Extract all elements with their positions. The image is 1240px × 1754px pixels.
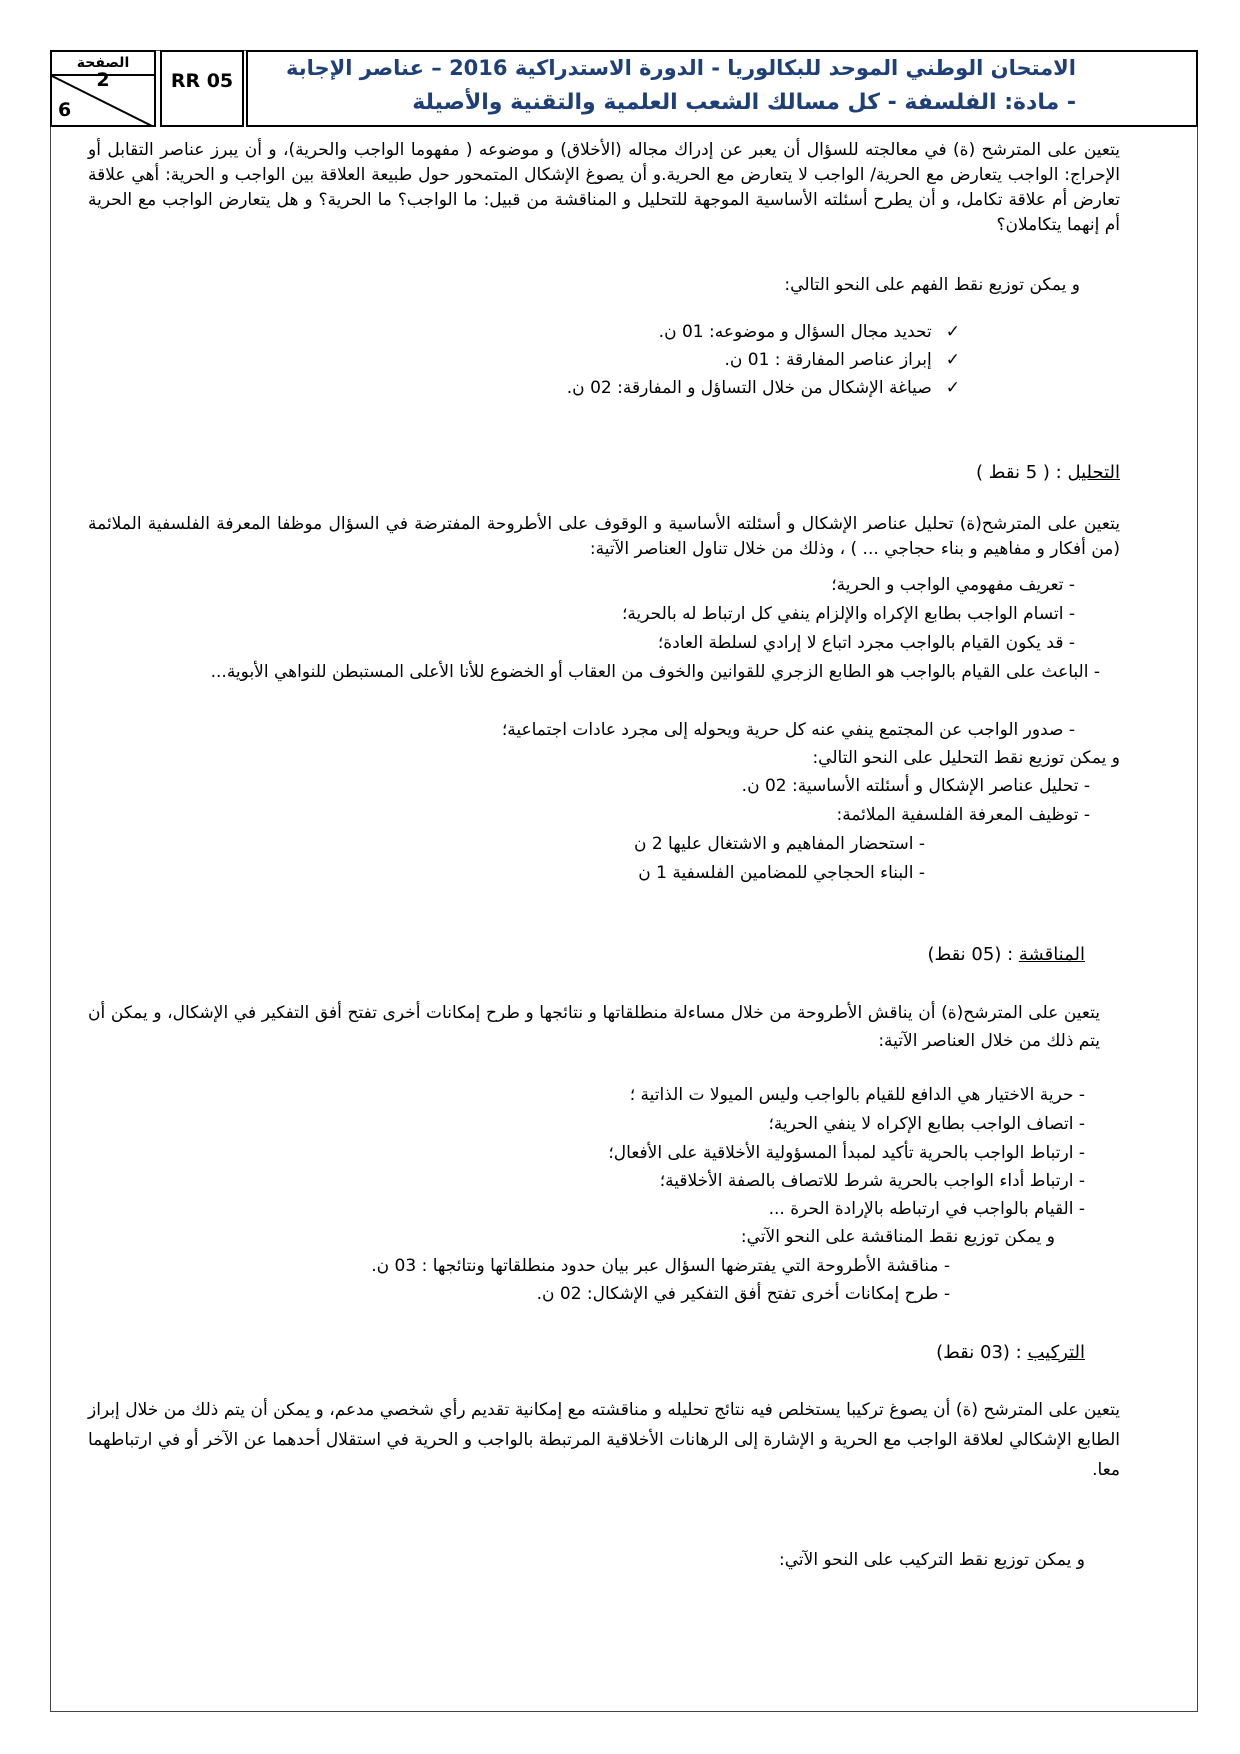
intro-distribution: و يمكن توزيع نقط الفهم على النحو التالي: bbox=[784, 275, 1080, 295]
discussion-item-1: - حرية الاختيار هي الدافع للقيام بالواجب وليس الميولا ت الذاتية ؛ bbox=[629, 1085, 1085, 1105]
intro-item-3: ✓صياغة الإشكال من خلال التساؤل و المفارقة: 02 ن. bbox=[567, 376, 960, 401]
exam-subject: - مادة: الفلسفة - كل مسالك الشعب العلمية والتقنية والأصيلة bbox=[412, 90, 1076, 115]
discussion-paragraph: يتعين على المترشح(ة) أن يناقش الأطروحة من خلال مساءلة منطلقاتها و نتائجها و طرح إمكانات أخرى تفتح أفق التفكير في الإشكال، و يمكن أن يتم ذلك من خلال العناصر الآتية: bbox=[88, 1003, 1100, 1051]
discussion-score-1: - مناقشة الأطروحة التي يفترضها السؤال عبر بيان حدود منطلقاتها ونتائجها : 03 ن. bbox=[371, 1256, 950, 1276]
synthesis-title: التركيب bbox=[1027, 1342, 1085, 1363]
synthesis-paragraph: يتعين على المترشح (ة) أن يصوغ تركيبا يستخلص فيه نتائج تحليله و مناقشته مع إمكانية تقديم رأي شخصي مدعم، و يمكن أن يتم ذلك من خلال إبراز الطابع الإشكالي لعلاقة الواجب مع الحرية و الإشارة إلى الرهانات الأخلاقية المرتبطة بالواجب و الحرية في استقلال أحدهما عن الآخر أو في ارتباطهما معا. bbox=[88, 1400, 1120, 1480]
analysis-score-1: - تحليل عناصر الإشكال و أسئلته الأساسية: 02 ن. bbox=[741, 776, 1090, 796]
check-icon: ✓ bbox=[945, 350, 960, 370]
discussion-points: : (05 نقط) bbox=[927, 944, 1014, 965]
analysis-title: التحليل bbox=[1067, 462, 1120, 483]
analysis-points: : ( 5 نقط ) bbox=[976, 462, 1062, 483]
check-icon: ✓ bbox=[945, 378, 960, 398]
page-label: الصفحة bbox=[76, 55, 130, 71]
intro-item-2: ✓إبراز عناصر المفارقة : 01 ن. bbox=[724, 348, 960, 373]
discussion-item-4: - ارتباط أداء الواجب بالحرية شرط للاتصاف بالصفة الأخلاقية؛ bbox=[659, 1171, 1085, 1191]
analysis-score-4: - البناء الحجاجي للمضامين الفلسفية 1 ن bbox=[638, 863, 925, 883]
analysis-paragraph: يتعين على المترشح(ة) تحليل عناصر الإشكال و أسئلته الأساسية و الوقوف على الأطروحة المفترضة في السؤال موظفا المعرفة الفلسفية الملائمة (من أفكار و مفاهيم و بناء حجاجي ... ) ، وذلك من خلال تناول العناصر الآتية: bbox=[88, 514, 1120, 559]
exam-header bbox=[50, 50, 1198, 127]
intro-item-1: ✓تحديد مجال السؤال و موضوعه: 01 ن. bbox=[659, 320, 960, 345]
page-number-box bbox=[50, 50, 156, 127]
analysis-item-4: - الباعث على القيام بالواجب هو الطابع الزجري للقوانين والخوف من العقاب أو الخضوع للأنا الأعلى المستبطن للنواهي الأبوية... bbox=[210, 662, 1100, 682]
check-icon: ✓ bbox=[945, 322, 960, 342]
exam-title: الامتحان الوطني الموحد للبكالوريا - الدورة الاستدراكية 2016 – عناصر الإجابة bbox=[285, 56, 1076, 80]
analysis-item-2: - اتسام الواجب بطابع الإكراه والإلزام ينفي كل ارتباط له بالحرية؛ bbox=[622, 604, 1075, 624]
exam-code: RR 05 bbox=[170, 70, 234, 92]
discussion-item-2: - اتصاف الواجب بطابع الإكراه لا ينفي الحرية؛ bbox=[768, 1114, 1085, 1134]
analysis-distribution: و يمكن توزيع نقط التحليل على النحو التالي: bbox=[812, 748, 1120, 768]
analysis-score-2: - توظيف المعرفة الفلسفية الملائمة: bbox=[836, 805, 1090, 825]
discussion-score-2: - طرح إمكانات أخرى تفتح أفق التفكير في الإشكال: 02 ن. bbox=[536, 1284, 950, 1304]
discussion-distribution: و يمكن توزيع نقط المناقشة على النحو الآتي: bbox=[740, 1227, 1055, 1247]
analysis-heading bbox=[976, 462, 1120, 483]
analysis-score-3: - استحضار المفاهيم و الاشتغال عليها 2 ن bbox=[633, 834, 925, 854]
analysis-item-5: - صدور الواجب عن المجتمع ينفي عنه كل حرية ويحوله إلى مجرد عادات اجتماعية؛ bbox=[501, 720, 1075, 740]
discussion-item-5: - القيام بالواجب في ارتباطه بالإرادة الحرة ... bbox=[768, 1199, 1085, 1219]
exam-code-box bbox=[160, 50, 244, 127]
page-total: 6 bbox=[58, 99, 72, 121]
discussion-title: المناقشة bbox=[1018, 944, 1085, 965]
discussion-heading bbox=[927, 944, 1085, 965]
intro-paragraph: يتعين على المترشح (ة) في معالجته للسؤال أن يعبر عن إدراك مجاله (الأخلاق) و موضوعه ( مفهوما الواجب والحرية)، و أن يبرز عناصر التقابل أو الإحراج: الواجب يتعارض مع الحرية/ الواجب لا يتعارض مع الحرية.و أن يصوغ الإشكال المتمحور حول طبيعة العلاقة بين الواجب و الحرية: أهي علاقة تعارض أم علاقة تكامل، و أن يطرح أسئلته الأساسية الموجهة للتحليل و المناقشة من قبيل: ما الواجب؟ ما الحرية؟ و هل يتعارض الواجب مع الحرية أم إنهما يتكاملان؟ bbox=[88, 140, 1120, 235]
synthesis-heading bbox=[936, 1342, 1085, 1363]
synthesis-distribution: و يمكن توزيع نقط التركيب على النحو الآتي: bbox=[779, 1550, 1085, 1570]
exam-title-box bbox=[246, 50, 1198, 127]
page-number: 2 bbox=[96, 69, 110, 91]
analysis-item-1: - تعريف مفهومي الواجب و الحرية؛ bbox=[831, 575, 1075, 595]
synthesis-points: : (03 نقط) bbox=[936, 1342, 1022, 1363]
discussion-item-3: - ارتباط الواجب بالحرية تأكيد لمبدأ المسؤولية الأخلاقية على الأفعال؛ bbox=[608, 1143, 1085, 1163]
analysis-item-3: - قد يكون القيام بالواجب مجرد اتباع لا إرادي لسلطة العادة؛ bbox=[657, 633, 1075, 653]
